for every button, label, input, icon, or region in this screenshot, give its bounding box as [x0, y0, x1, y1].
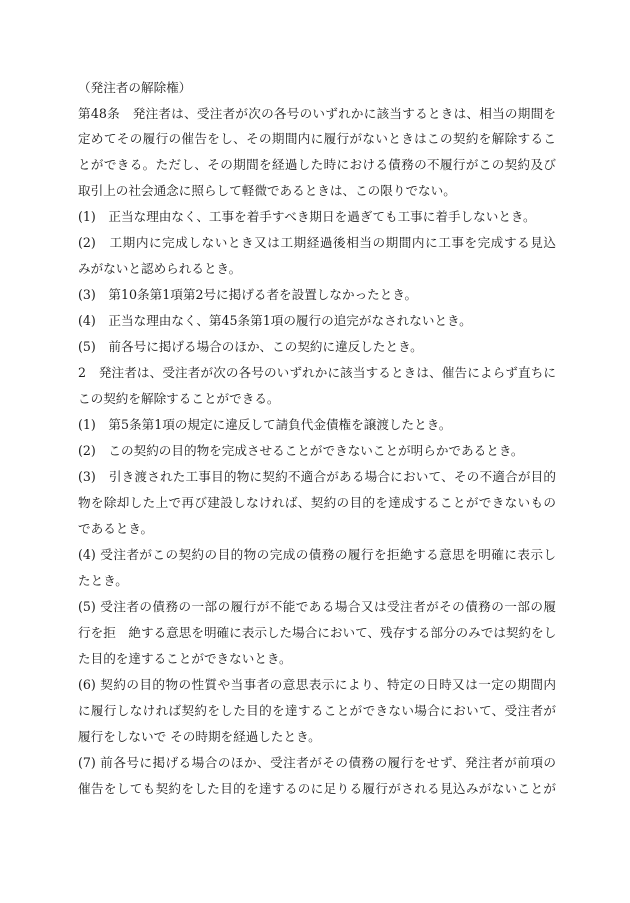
- text-line: とができる。ただし、その期間を経過した時における債務の不履行がこの契約及び: [78, 157, 556, 172]
- text-line: 物を除却した上で再び建設しなければ、契約の目的を達成することができないもの: [78, 495, 556, 510]
- text-line: (3) 第10条第1項第2号に掲げる者を設置しなかったとき。: [78, 287, 418, 302]
- text-line: (7) 前各号に掲げる場合のほか、受注者がその債務の履行をせず、発注者が前項の: [78, 755, 556, 770]
- text-line: たとき。: [78, 573, 128, 588]
- text-line: 定めてその履行の催告をし、その期間内に履行がないときはこの契約を解除するこ: [78, 131, 556, 146]
- text-line: (5) 前各号に掲げる場合のほか、この契約に違反したとき。: [78, 339, 423, 354]
- text-line: (4) 正当な理由なく、第45条第1項の履行の追完がなされないとき。: [78, 313, 472, 328]
- text-line: (1) 第5条第1項の規定に違反して請負代金債権を譲渡したとき。: [78, 417, 452, 432]
- text-line: 催告をしても契約をした目的を達するのに足りる履行がされる見込みがないことが: [78, 781, 556, 796]
- text-line: (6) 契約の目的物の性質や当事者の意思表示により、特定の日時又は一定の期間内: [78, 677, 556, 692]
- text-line: この契約を解除することができる。: [78, 391, 280, 406]
- text-line: (4) 受注者がこの契約の目的物の完成の債務の履行を拒絶する意思を明確に表示し: [78, 547, 556, 562]
- text-line: 第48条 発注者は、受注者が次の各号のいずれかに該当するときは、相当の期間を: [78, 106, 556, 121]
- text-line: た目的を達することができないとき。: [78, 651, 292, 666]
- text-line: 行を拒 絶する意思を明確に表示した場合において、残存する部分のみでは契約をし: [78, 625, 556, 640]
- text-line: (2) この契約の目的物を完成させることができないことが明らかであるとき。: [78, 443, 524, 458]
- text-line: (1) 正当な理由なく、工事を着手すべき期日を過ぎても工事に着手しないとき。: [78, 209, 536, 224]
- text-line: (3) 引き渡された工事目的物に契約不適合がある場合において、その不適合が目的: [78, 469, 556, 484]
- text-line: であるとき。: [78, 521, 154, 536]
- section-heading: （発注者の解除権）: [78, 80, 192, 95]
- text-line: に履行しなければ契約をした目的を達することができない場合において、受注者が: [78, 703, 556, 718]
- text-line: (5) 受注者の債務の一部の履行が不能である場合又は受注者がその債務の一部の履: [78, 599, 556, 614]
- text-line: みがないと認められるとき。: [78, 261, 242, 276]
- text-line: 2 発注者は、受注者が次の各号のいずれかに該当するときは、催告によらず直ちに: [78, 365, 556, 380]
- text-line: 履行をしないで その時期を経過したとき。: [78, 729, 321, 744]
- text-line: 取引上の社会通念に照らして軽微であるときは、この限りでない。: [78, 183, 456, 198]
- text-line: (2) 工期内に完成しないとき又は工期経過後相当の期間内に工事を完成する見込: [78, 235, 556, 250]
